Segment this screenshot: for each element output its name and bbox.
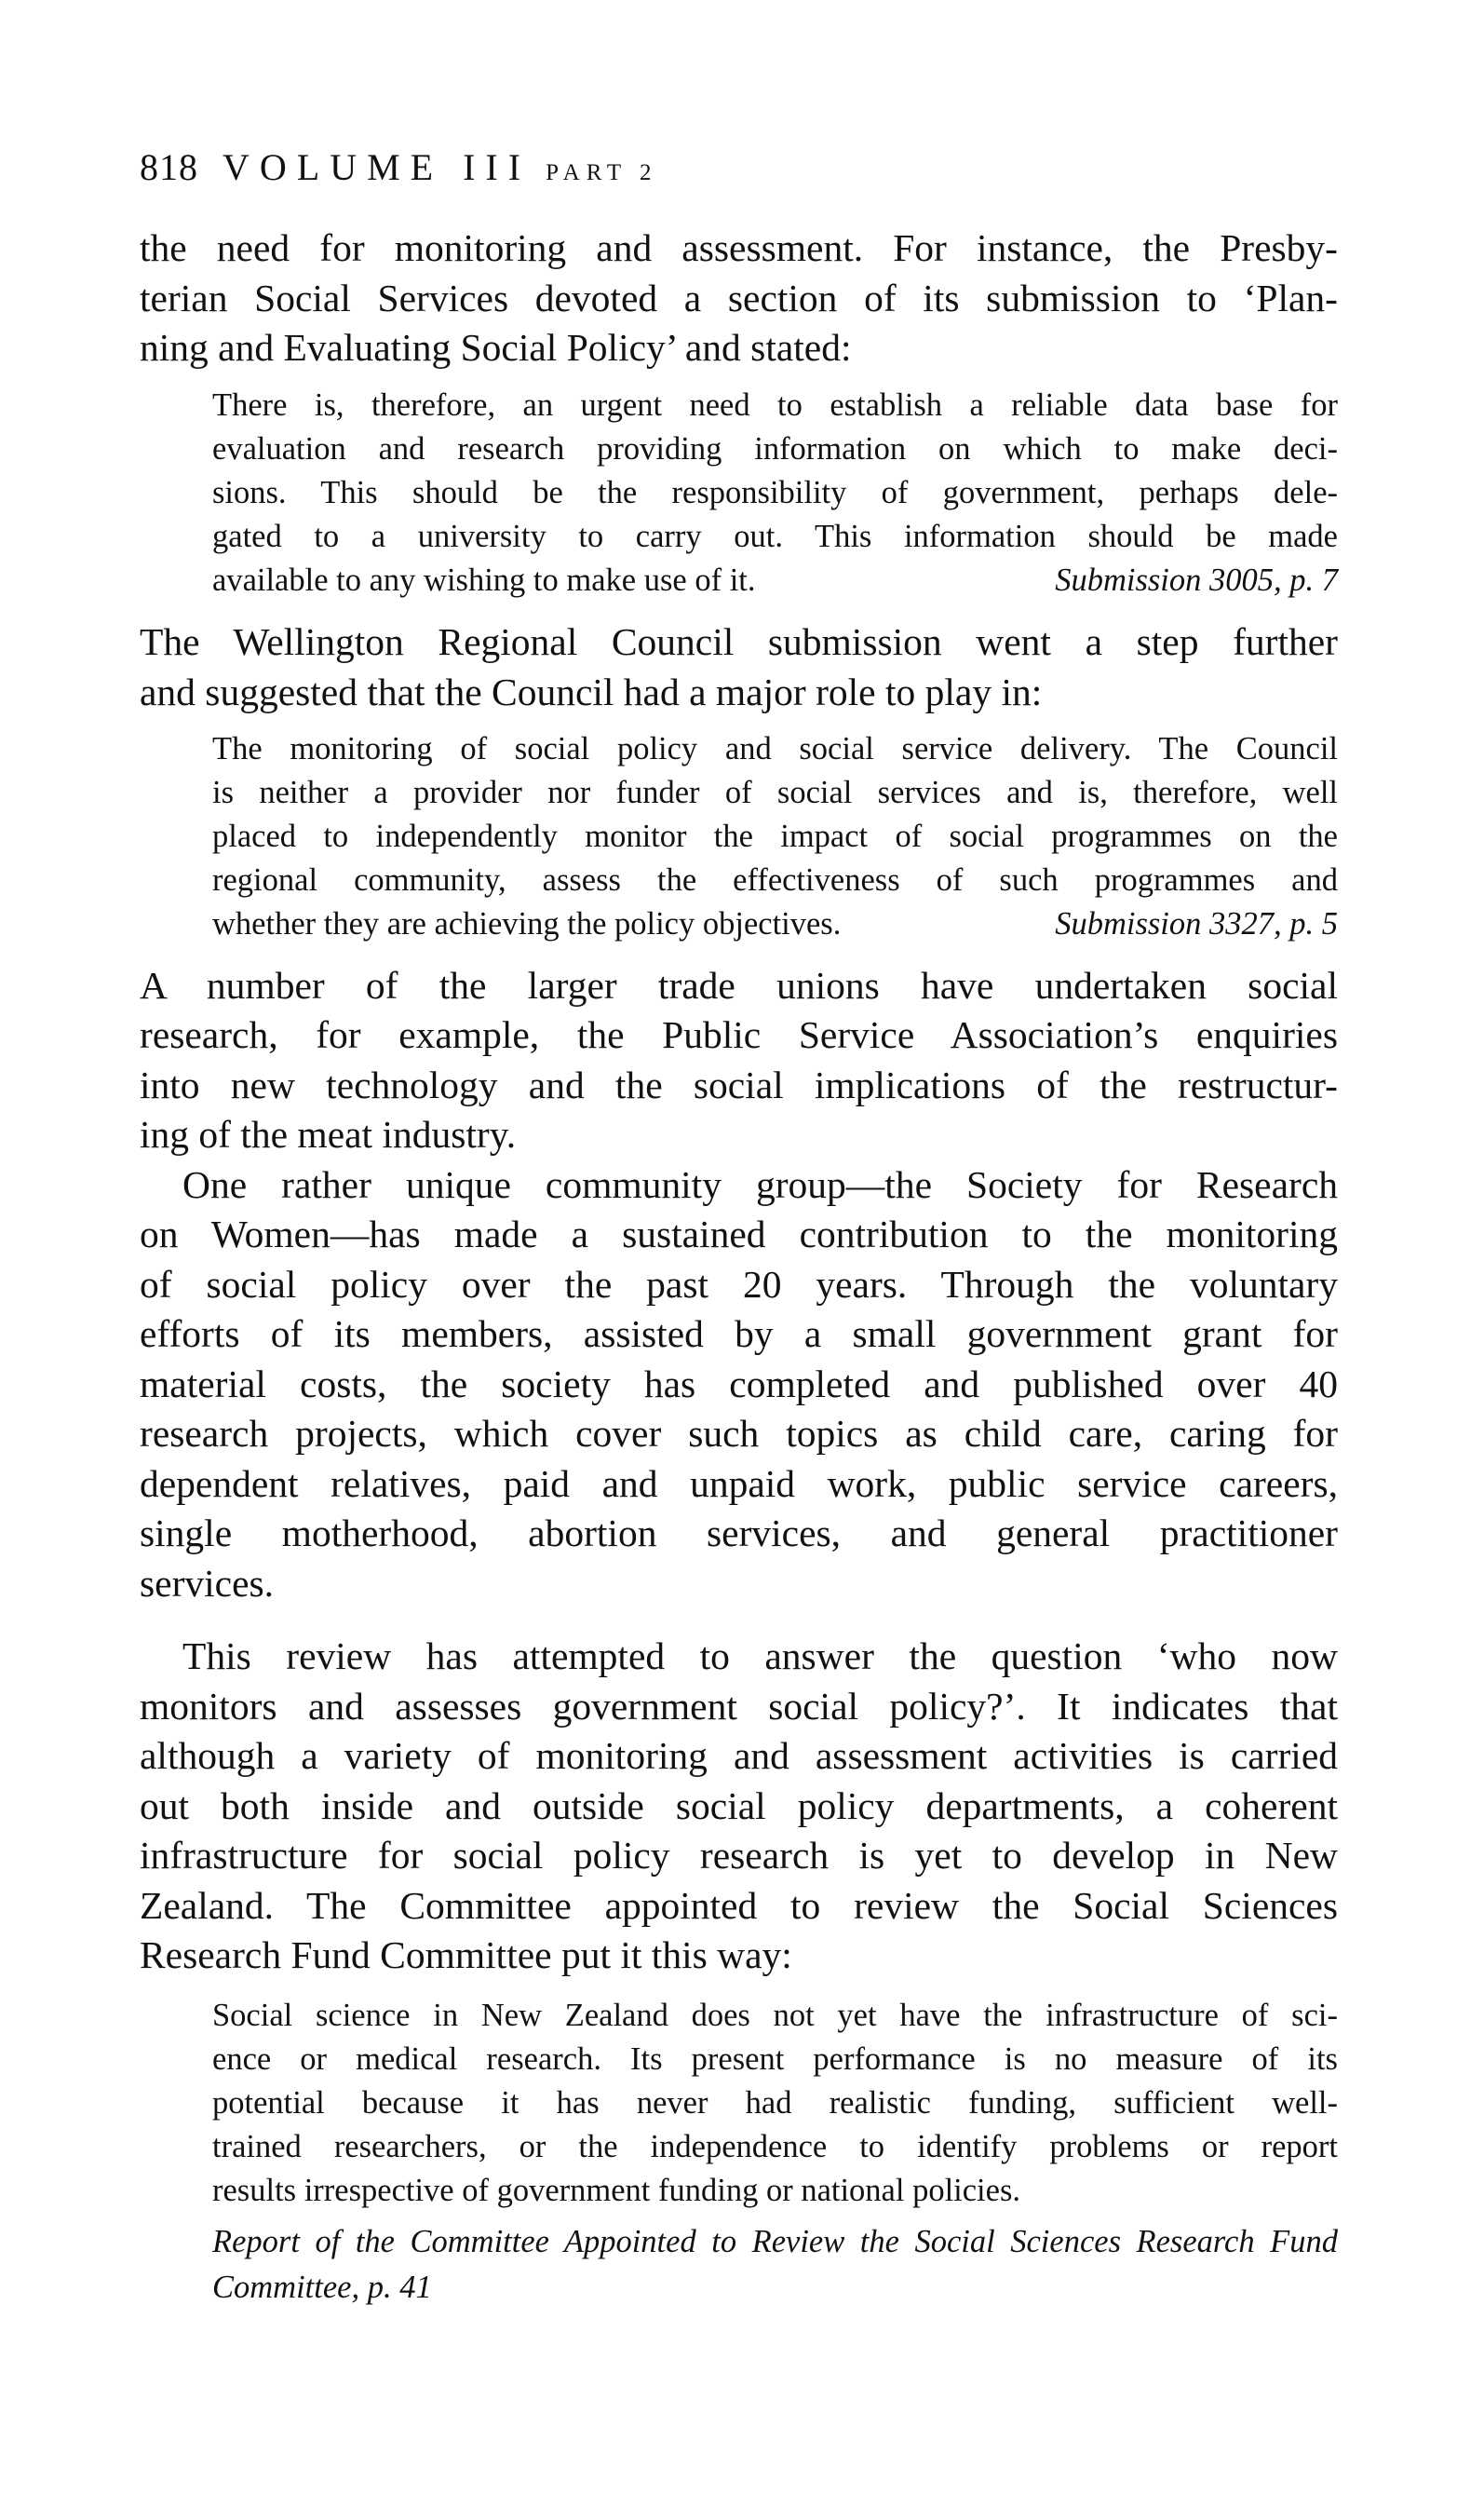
quote-line: There is, therefore, an urgent need to establish a reliable data base for (212, 387, 1338, 423)
quote-line: results irrespective of government funding or national policies. (212, 2173, 1021, 2208)
text-line: efforts of its members, assisted by a small government grant for (140, 1312, 1338, 1355)
quote-text: whether they are achieving the policy objectives. (212, 906, 842, 942)
text-line: single motherhood, abortion services, and general practitioner (140, 1512, 1338, 1554)
text-line: dependent relatives, paid and unpaid work, public service careers, (140, 1462, 1338, 1505)
text-line: and suggested that the Council had a major role to play in: (140, 671, 1043, 713)
part-label: PART 2 (546, 160, 658, 185)
quote-line: sions. This should be the responsibility of government, perhaps dele- (212, 475, 1338, 510)
text-line: the need for monitoring and assessment. For instance, the Presby- (140, 226, 1338, 269)
text-line: into new technology and the social implications of the restructur- (140, 1064, 1338, 1106)
text-line: out both inside and outside social policy departments, a coherent (140, 1784, 1338, 1827)
quote-line: potential because it has never had realistic funding, sufficient well- (212, 2085, 1338, 2121)
text-line: on Women—has made a sustained contribution to the monitoring (140, 1213, 1338, 1255)
text-line: although a variety of monitoring and assessment activities is carried (140, 1734, 1338, 1777)
text-line: material costs, the society has completed and published over 40 (140, 1362, 1338, 1405)
volume-label: VOLUME III (223, 146, 532, 188)
text-line: monitors and assesses government social policy?’. It indicates that (140, 1685, 1338, 1728)
text-line: ning and Evaluating Social Policy’ and stated: (140, 326, 852, 369)
text-line: of social policy over the past 20 years. Through the voluntary (140, 1263, 1338, 1306)
quote-line: evaluation and research providing information on which to make deci- (212, 431, 1338, 467)
text-line: This review has attempted to answer the question ‘who now (182, 1634, 1338, 1677)
text-line: services. (140, 1562, 275, 1605)
text-line: One rather unique community group—the Society for Research (182, 1163, 1338, 1206)
text-line: The Wellington Regional Council submission went a step further (140, 620, 1338, 663)
quote-citation: Committee, p. 41 (212, 2270, 432, 2305)
quote-line: gated to a university to carry out. This information should be made (212, 519, 1338, 554)
text-line: research projects, which cover such topics as child care, caring for (140, 1412, 1338, 1455)
quote-citation: Submission 3327, p. 5 (1055, 906, 1338, 942)
running-head (140, 145, 657, 189)
quote-line (212, 908, 1338, 941)
quote-line: placed to independently monitor the impact of social programmes on the (212, 819, 1338, 854)
page-number: 818 (140, 146, 198, 188)
text-line: Zealand. The Committee appointed to review the Social Sciences (140, 1884, 1338, 1927)
text-line: infrastructure for social policy research is yet to develop in New (140, 1834, 1338, 1877)
quote-line: regional community, assess the effectiveness of such programmes and (212, 862, 1338, 898)
text-line: research, for example, the Public Service Association’s enquiries (140, 1013, 1338, 1056)
quote-line: Social science in New Zealand does not yet have the infrastructure of sci- (212, 1998, 1338, 2033)
quote-line (212, 564, 1338, 597)
quote-line: The monitoring of social policy and social service delivery. The Council (212, 731, 1338, 766)
text-line: terian Social Services devoted a section of its submission to ‘Plan- (140, 277, 1338, 319)
quote-line: ence or medical research. Its present performance is no measure of its (212, 2041, 1338, 2077)
quote-line: is neither a provider nor funder of social services and is, therefore, well (212, 775, 1338, 810)
quote-citation: Submission 3005, p. 7 (1055, 563, 1338, 598)
quote-text: available to any wishing to make use of it. (212, 563, 756, 598)
text-line: ing of the meat industry. (140, 1113, 517, 1156)
text-line: Research Fund Committee put it this way: (140, 1933, 792, 1976)
quote-citation: Report of the Committee Appointed to Review the Social Sciences Research Fund (212, 2224, 1338, 2259)
text-line: A number of the larger trade unions have undertaken social (140, 964, 1338, 1007)
quote-line: trained researchers, or the independence to identify problems or report (212, 2129, 1338, 2164)
